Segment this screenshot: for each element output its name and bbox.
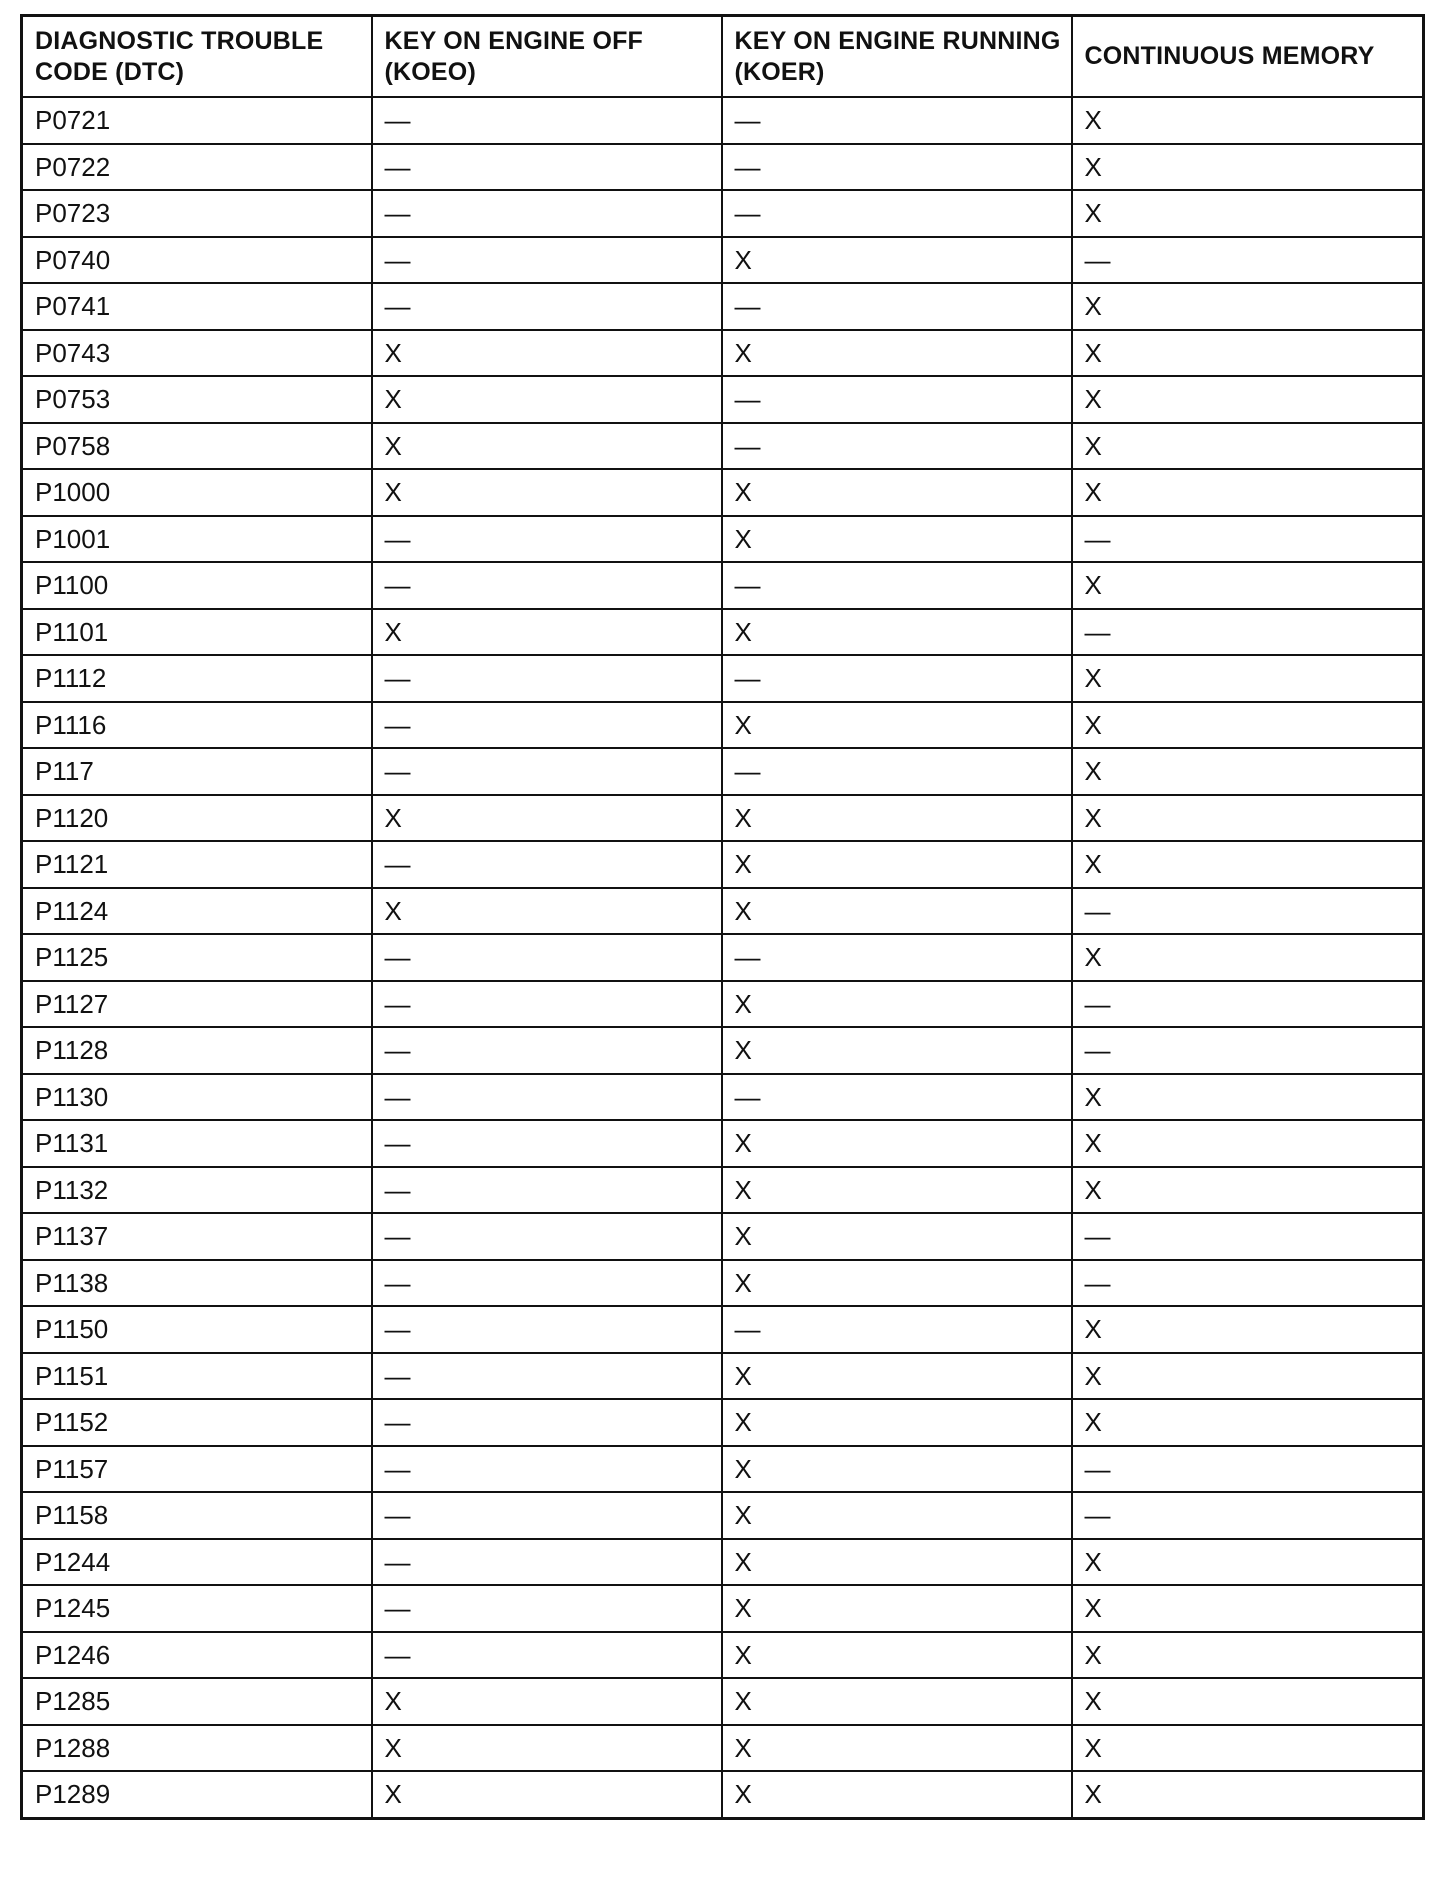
dtc-code-cell: P1132 [22,1167,372,1214]
dtc-code-cell: P1158 [22,1492,372,1539]
continuous-memory-cell: X [1072,562,1424,609]
table-row [22,1678,1424,1725]
koeo-cell: — [372,283,722,330]
koeo-cell: — [372,1353,722,1400]
continuous-memory-cell: X [1072,655,1424,702]
koer-cell: X [722,1120,1072,1167]
koeo-cell: — [372,1027,722,1074]
koeo-cell: — [372,562,722,609]
koer-cell: X [722,981,1072,1028]
koeo-cell: — [372,841,722,888]
koer-cell: — [722,934,1072,981]
koeo-cell: — [372,1260,722,1307]
table-row [22,1492,1424,1539]
koer-cell: — [722,655,1072,702]
table-row [22,144,1424,191]
continuous-memory-cell: X [1072,1120,1424,1167]
koeo-cell: — [372,1399,722,1446]
continuous-memory-cell: X [1072,423,1424,470]
koeo-cell: — [372,97,722,144]
continuous-memory-cell: — [1072,609,1424,656]
table-row [22,1725,1424,1772]
koeo-cell: — [372,748,722,795]
continuous-memory-cell: X [1072,330,1424,377]
continuous-memory-cell: X [1072,1585,1424,1632]
dtc-code-cell: P1125 [22,934,372,981]
koeo-cell: — [372,1585,722,1632]
table-row [22,469,1424,516]
table-row [22,841,1424,888]
dtc-code-cell: P0723 [22,190,372,237]
koeo-cell: X [372,609,722,656]
koer-cell: — [722,190,1072,237]
koer-cell: X [722,330,1072,377]
koeo-cell: — [372,1632,722,1679]
dtc-code-cell: P0753 [22,376,372,423]
continuous-memory-cell: X [1072,748,1424,795]
koer-cell: X [722,795,1072,842]
koeo-cell: — [372,1306,722,1353]
dtc-code-cell: P1285 [22,1678,372,1725]
table-row [22,934,1424,981]
koer-cell: — [722,1074,1072,1121]
dtc-code-cell: P1151 [22,1353,372,1400]
continuous-memory-cell: — [1072,516,1424,563]
table-body [22,97,1424,1818]
koer-cell: X [722,888,1072,935]
table-row [22,609,1424,656]
dtc-code-cell: P1244 [22,1539,372,1586]
koeo-cell: — [372,702,722,749]
dtc-code-cell: P1116 [22,702,372,749]
koer-cell: X [722,702,1072,749]
koer-cell: X [722,1725,1072,1772]
koer-cell: X [722,1678,1072,1725]
dtc-code-cell: P1137 [22,1213,372,1260]
dtc-code-cell: P1289 [22,1771,372,1818]
continuous-memory-cell: X [1072,795,1424,842]
koeo-cell: — [372,1213,722,1260]
continuous-memory-cell: X [1072,1399,1424,1446]
koer-cell: X [722,609,1072,656]
dtc-code-cell: P1157 [22,1446,372,1493]
continuous-memory-cell: X [1072,376,1424,423]
koeo-cell: X [372,376,722,423]
dtc-code-cell: P1138 [22,1260,372,1307]
continuous-memory-cell: — [1072,1492,1424,1539]
koeo-cell: — [372,1539,722,1586]
koeo-cell: X [372,795,722,842]
table-row [22,702,1424,749]
koeo-cell: — [372,1167,722,1214]
dtc-code-cell: P1152 [22,1399,372,1446]
continuous-memory-cell: — [1072,981,1424,1028]
koeo-cell: X [372,423,722,470]
koer-cell: — [722,283,1072,330]
table-row [22,1353,1424,1400]
koeo-cell: — [372,934,722,981]
koeo-cell: X [372,1725,722,1772]
dtc-code-cell: P1124 [22,888,372,935]
koer-cell: X [722,1446,1072,1493]
continuous-memory-cell: X [1072,702,1424,749]
table-row [22,1539,1424,1586]
koeo-cell: X [372,1678,722,1725]
table-row [22,1446,1424,1493]
dtc-code-cell: P1000 [22,469,372,516]
table-row [22,1027,1424,1074]
koeo-cell: — [372,655,722,702]
table-row [22,655,1424,702]
koer-cell: X [722,1399,1072,1446]
table-row [22,1120,1424,1167]
continuous-memory-cell: X [1072,1725,1424,1772]
dtc-code-cell: P1246 [22,1632,372,1679]
koer-cell: X [722,1260,1072,1307]
koer-cell: X [722,1585,1072,1632]
koer-cell: — [722,1306,1072,1353]
koeo-cell: — [372,144,722,191]
table-row [22,376,1424,423]
table-row [22,795,1424,842]
header-dtc: DIAGNOSTIC TROUBLE CODE (DTC) [22,16,372,98]
dtc-code-cell: P1288 [22,1725,372,1772]
koeo-cell: — [372,1120,722,1167]
dtc-code-cell: P1127 [22,981,372,1028]
koeo-cell: — [372,1446,722,1493]
table-row [22,1167,1424,1214]
koer-cell: — [722,144,1072,191]
continuous-memory-cell: X [1072,190,1424,237]
table-header [22,16,1424,98]
continuous-memory-cell: X [1072,97,1424,144]
dtc-code-cell: P1100 [22,562,372,609]
table-row [22,516,1424,563]
koeo-cell: — [372,1074,722,1121]
continuous-memory-cell: X [1072,144,1424,191]
dtc-code-cell: P1245 [22,1585,372,1632]
dtc-code-cell: P1128 [22,1027,372,1074]
table-row [22,97,1424,144]
koeo-cell: X [372,330,722,377]
koer-cell: X [722,1539,1072,1586]
table-row [22,190,1424,237]
table-row [22,237,1424,284]
dtc-code-cell: P117 [22,748,372,795]
continuous-memory-cell: X [1072,1539,1424,1586]
continuous-memory-cell: — [1072,1213,1424,1260]
continuous-memory-cell: — [1072,1446,1424,1493]
dtc-code-cell: P1130 [22,1074,372,1121]
continuous-memory-cell: X [1072,1678,1424,1725]
koeo-cell: — [372,1492,722,1539]
continuous-memory-cell: — [1072,1260,1424,1307]
dtc-code-cell: P1112 [22,655,372,702]
koer-cell: X [722,1027,1072,1074]
koer-cell: X [722,1167,1072,1214]
koeo-cell: X [372,469,722,516]
dtc-code-cell: P1131 [22,1120,372,1167]
koeo-cell: X [372,888,722,935]
continuous-memory-cell: X [1072,1353,1424,1400]
table-row [22,1585,1424,1632]
continuous-memory-cell: X [1072,283,1424,330]
koer-cell: X [722,1213,1072,1260]
koeo-cell: — [372,190,722,237]
table-row [22,1771,1424,1818]
koer-cell: X [722,469,1072,516]
table-row [22,1399,1424,1446]
continuous-memory-cell: X [1072,1306,1424,1353]
dtc-code-cell: P1120 [22,795,372,842]
koer-cell: X [722,516,1072,563]
table-row [22,1260,1424,1307]
koer-cell: X [722,1492,1072,1539]
continuous-memory-cell: X [1072,1074,1424,1121]
table-row [22,330,1424,377]
header-continuous-memory: CONTINUOUS MEMORY [1072,16,1424,98]
continuous-memory-cell: — [1072,237,1424,284]
dtc-code-cell: P0740 [22,237,372,284]
table-row [22,1632,1424,1679]
koeo-cell: — [372,237,722,284]
koer-cell: — [722,423,1072,470]
koer-cell: X [722,841,1072,888]
continuous-memory-cell: X [1072,1167,1424,1214]
dtc-code-cell: P0722 [22,144,372,191]
continuous-memory-cell: X [1072,1771,1424,1818]
koer-cell: — [722,376,1072,423]
table-row [22,283,1424,330]
koer-cell: X [722,1771,1072,1818]
continuous-memory-cell: — [1072,888,1424,935]
dtc-code-cell: P0741 [22,283,372,330]
koer-cell: — [722,562,1072,609]
koer-cell: — [722,97,1072,144]
continuous-memory-cell: — [1072,1027,1424,1074]
table-row [22,748,1424,795]
continuous-memory-cell: X [1072,469,1424,516]
koer-cell: — [722,748,1072,795]
table-row [22,888,1424,935]
koer-cell: X [722,1353,1072,1400]
table-row [22,562,1424,609]
dtc-code-cell: P1150 [22,1306,372,1353]
dtc-table [20,14,1425,1820]
header-koer: KEY ON ENGINE RUNNING (KOER) [722,16,1072,98]
table-row [22,1213,1424,1260]
continuous-memory-cell: X [1072,934,1424,981]
dtc-code-cell: P1001 [22,516,372,563]
header-row [22,16,1424,98]
dtc-code-cell: P0743 [22,330,372,377]
dtc-code-cell: P1121 [22,841,372,888]
koeo-cell: X [372,1771,722,1818]
table-row [22,1074,1424,1121]
koer-cell: X [722,1632,1072,1679]
dtc-code-cell: P0758 [22,423,372,470]
table-row [22,981,1424,1028]
dtc-code-cell: P1101 [22,609,372,656]
continuous-memory-cell: X [1072,1632,1424,1679]
dtc-code-cell: P0721 [22,97,372,144]
table-row [22,423,1424,470]
koeo-cell: — [372,516,722,563]
table-row [22,1306,1424,1353]
continuous-memory-cell: X [1072,841,1424,888]
header-koeo: KEY ON ENGINE OFF (KOEO) [372,16,722,98]
koer-cell: X [722,237,1072,284]
koeo-cell: — [372,981,722,1028]
